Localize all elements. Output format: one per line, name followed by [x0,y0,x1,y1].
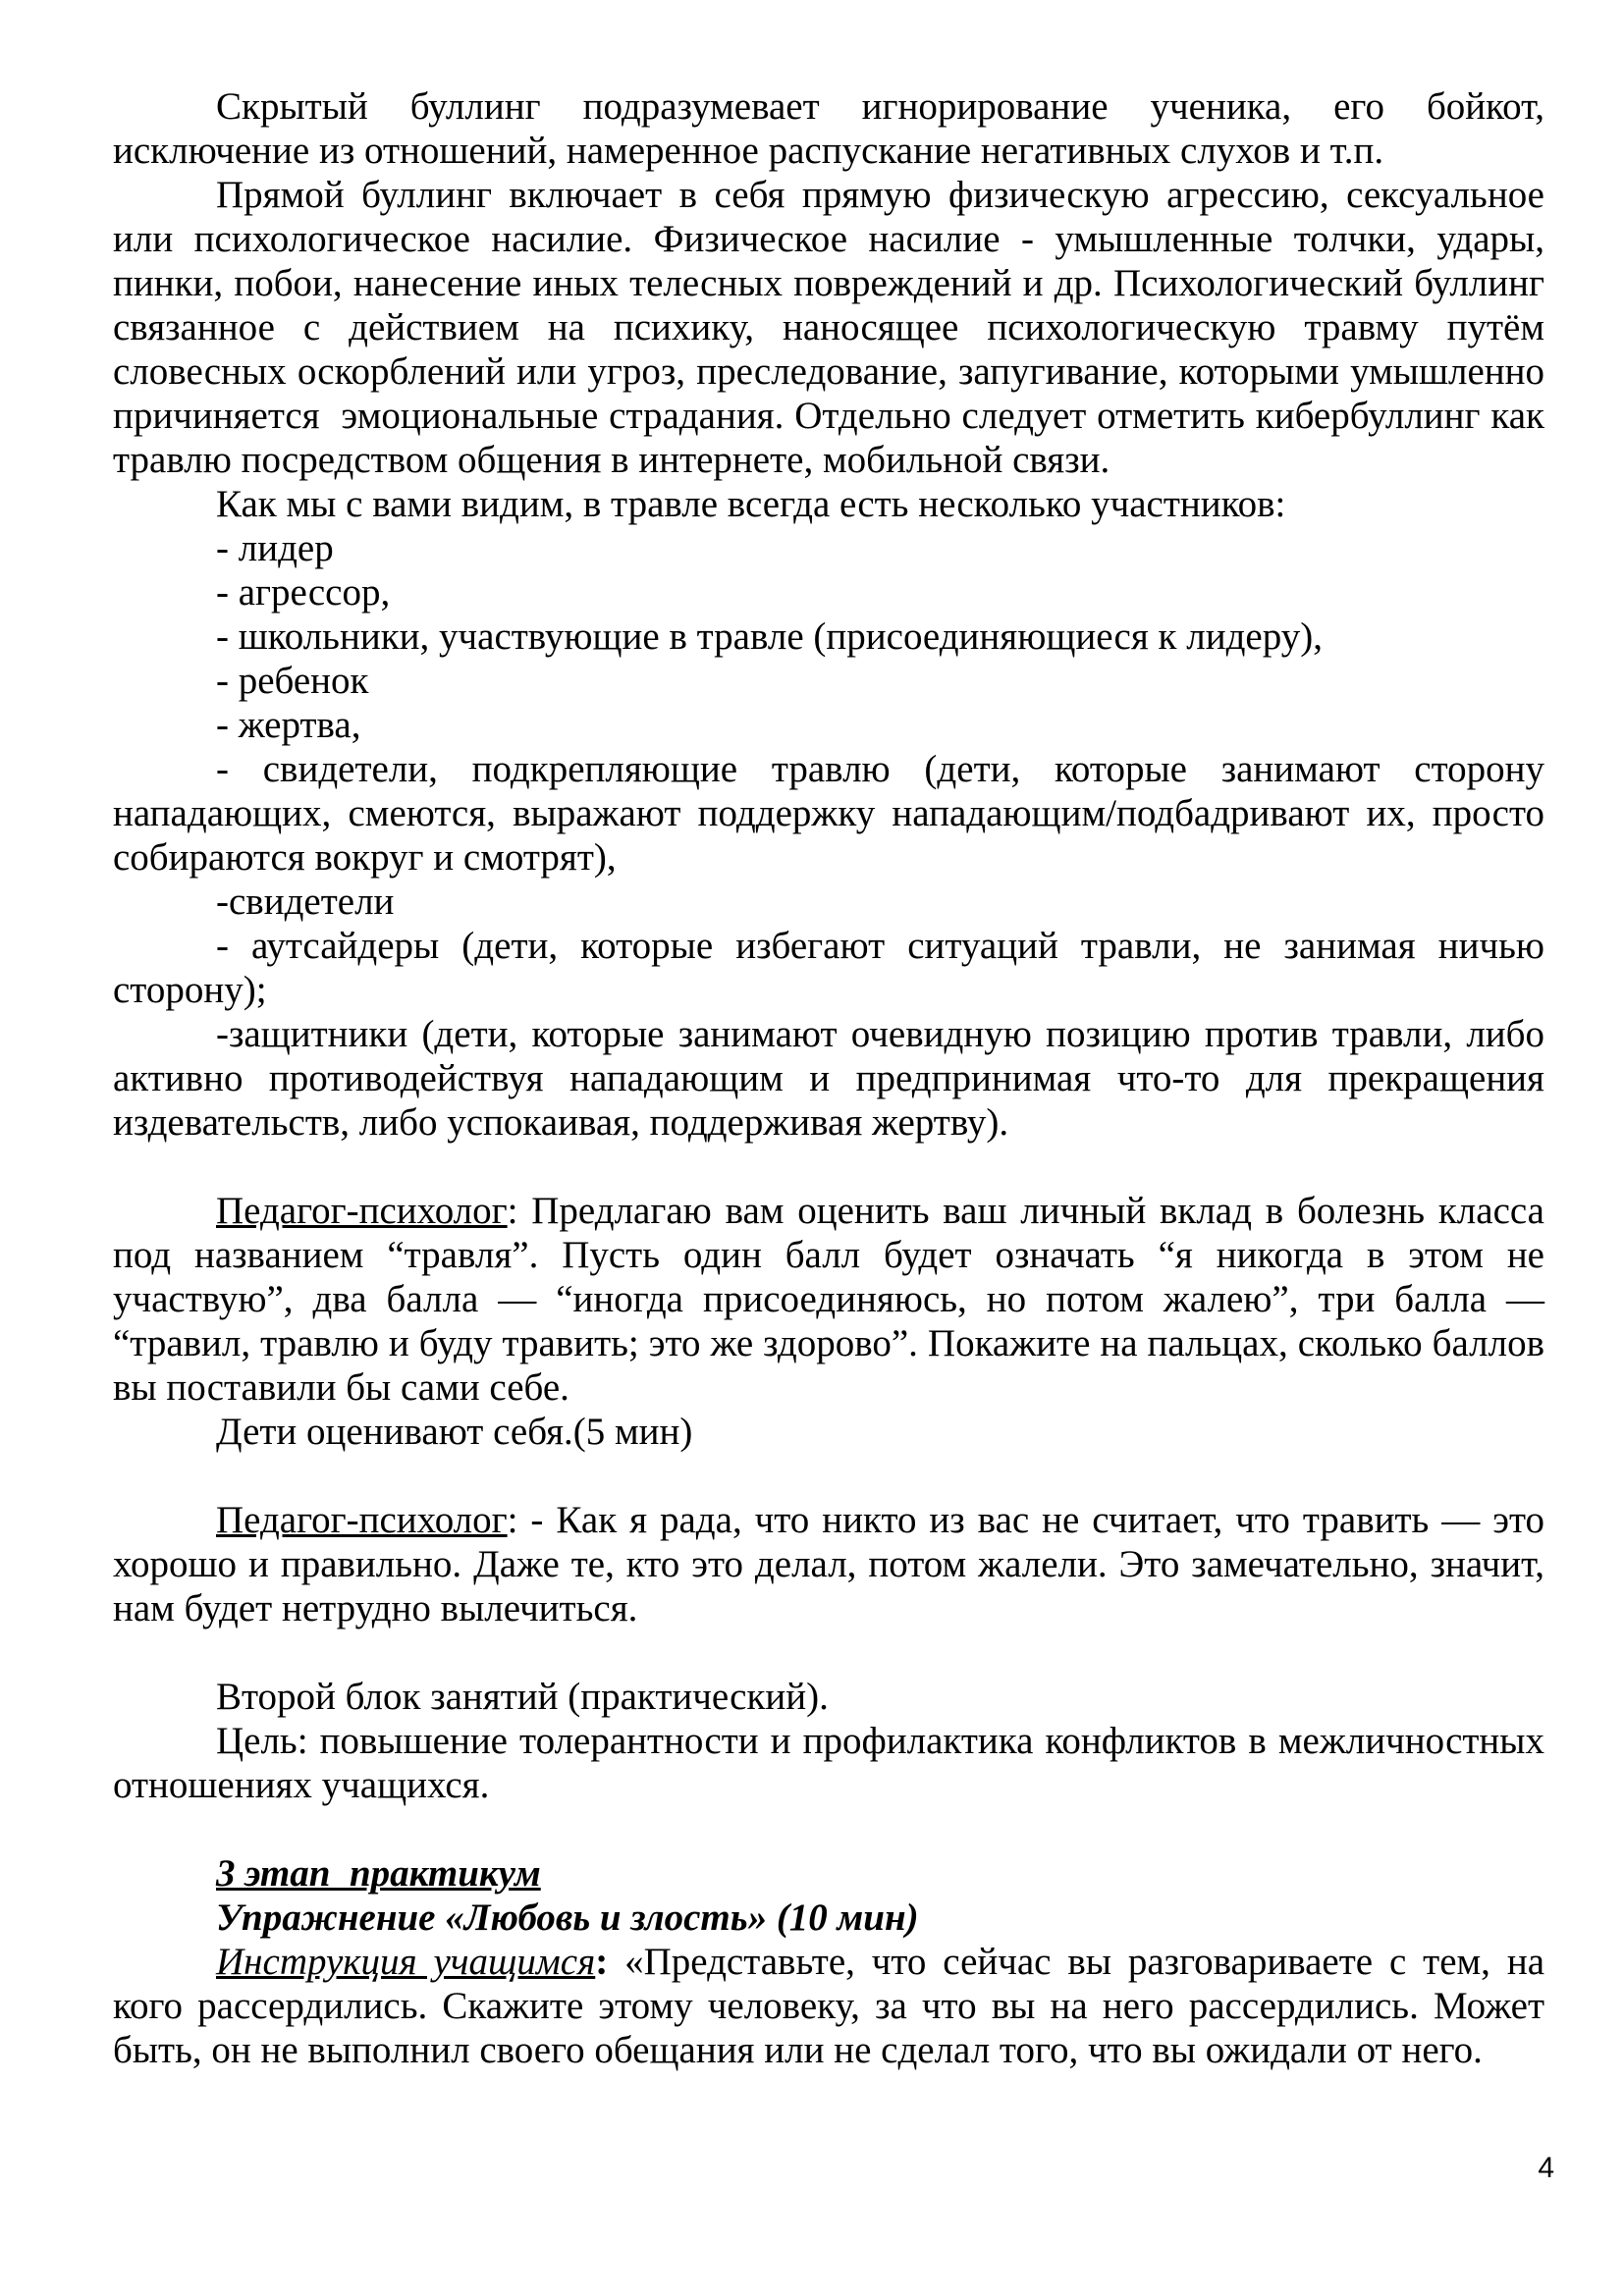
paragraph-second-block: Второй блок занятий (практический). [216,1676,829,1718]
speaker-text: : Предлагаю вам оценить ваш личный вклад в болезнь класса под названием “травля”. Пусть один балл будет означать “я никогда в этом не участвую”, два балла — “иногда присоединяюсь, но потом жалею”, три балла — “травил, травлю и буду травить; это же здорово”. Покажите на пальцах, сколько баллов вы поставили бы сами себе. [113,1190,1544,1409]
heading-stage-3-practicum: 3 этап практикум [216,1852,541,1895]
participant-item-defenders: -защитники (дети, которые занимают очевидную позицию против травли, либо активно противодействуя нападающим и предпринимая что-то для прекращения издевательств, либо успокаивая, поддерживая жертву). [113,1013,1544,1144]
blank-line [113,1630,1544,1675]
paragraph-participants-intro: Как мы с вами видим, в травле всегда есть несколько участников: [216,483,1286,525]
speaker-label: Педагог-психолог [216,1190,508,1232]
participant-item-outsiders: - аутсайдеры (дети, которые избегают ситуаций травли, не занимая ничью сторону); [113,925,1544,1011]
paragraph-instruction [113,1940,1544,2072]
participant-item-victim: - жертва, [216,704,361,746]
paragraph-hidden-bullying: Скрытый буллинг подразумевает игнорирование ученика, его бойкот, исключение из отношений, намеренное распускание негативных слухов и т.п. [113,85,1544,172]
blank-line [113,1454,1544,1498]
participant-item-leader: - лидер [216,527,334,569]
paragraph-direct-bullying: Прямой буллинг включает в себя прямую физическую агрессию, сексуальное или психологическое насилие. Физическое насилие - умышленные толчки, удары, пинки, побои, нанесение иных телесных повреждений и др. Психологический буллинг связанное с действием на психику, наносящее психологическую травму путём словесных оскорблений или угроз, преследование, запугивание, которыми умышленно причиняется эмоциональные страдания. Отдельно следует отметить кибербуллинг как травлю посредством общения в интернете, мобильной связи. [113,174,1544,481]
instruction-colon: : [595,1941,609,1983]
instruction-label: Инструкция учащимся [216,1941,596,1983]
speaker-label: Педагог-психолог [216,1499,508,1541]
page-content [113,84,1544,2072]
participant-item-child: - ребенок [216,660,369,702]
instruction-text: «Представьте, что сейчас вы разговариваете с тем, на кого рассердились. Скажите этому человеку, за что вы на него рассердились. Может быть, он не выполнил своего обещания или не сделал того, что вы ожидали от него. [113,1941,1544,2071]
blank-line [113,1807,1544,1851]
participant-item-witnesses: -свидетели [216,881,395,923]
heading-exercise-love-and-anger: Упражнение «Любовь и злость» (10 мин) [216,1896,919,1939]
participant-item-witnesses-supporting: - свидетели, подкрепляющие травлю (дети, которые занимают сторону нападающих, смеются, выражают поддержку нападающим/подбадривают их, просто собираются вокруг и смотрят), [113,748,1544,879]
paragraph-psychologist-2 [113,1498,1544,1630]
paragraph-children-rate: Дети оценивают себя.(5 мин) [216,1411,693,1453]
participant-item-schoolchildren: - школьники, участвующие в травле (присоединяющиеся к лидеру), [216,615,1323,658]
blank-line [113,1145,1544,1189]
participant-item-aggressor: - агрессор, [216,571,391,614]
paragraph-goal: Цель: повышение толерантности и профилактика конфликтов в межличностных отношениях учащихся. [113,1720,1544,1806]
speaker-text: : - Как я рада, что никто из вас не считает, что травить — это хорошо и правильно. Даже те, кто это делал, потом жалели. Это замечательно, значит, нам будет нетрудно вылечиться. [113,1499,1544,1629]
paragraph-psychologist-1 [113,1189,1544,1410]
page-number: 4 [1538,2152,1554,2184]
